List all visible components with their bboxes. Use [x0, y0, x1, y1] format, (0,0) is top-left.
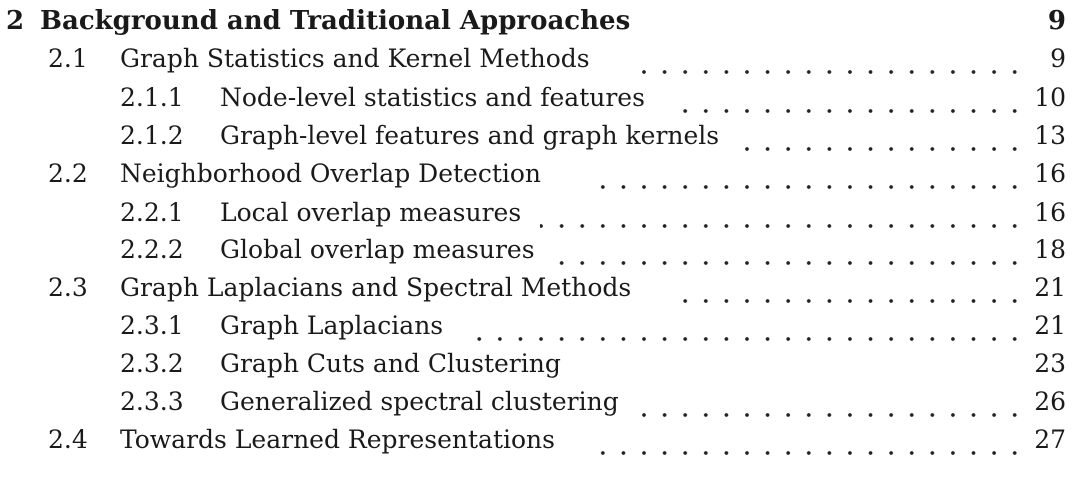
subsection-title[interactable]: Node-level statistics and features	[220, 79, 653, 117]
dot-leader	[585, 155, 1025, 193]
subsection-number: 2.3.1	[120, 311, 184, 340]
subsection-page-number: 10	[1034, 83, 1066, 112]
toc-entry-row[interactable]	[0, 421, 1080, 459]
toc-entry-row[interactable]	[0, 155, 1080, 193]
toc-entry-row[interactable]	[0, 231, 1080, 269]
section-page-number: 21	[1034, 273, 1066, 302]
toc-entry-row[interactable]	[0, 383, 1080, 421]
chapter-page-number: 9	[1047, 6, 1066, 36]
subsection-number: 2.2.1	[120, 198, 184, 227]
subsection-page-number: 23	[1034, 349, 1066, 378]
subsection-page-number: 16	[1034, 198, 1066, 227]
section-page-number: 27	[1034, 425, 1066, 454]
subsection-title[interactable]: Graph Cuts and Clustering	[220, 345, 569, 383]
subsection-number: 2.1.1	[120, 83, 184, 112]
subsection-page-number: 21	[1034, 311, 1066, 340]
toc-entry-row[interactable]	[0, 194, 1080, 232]
dot-leader	[630, 40, 1025, 78]
section-number: 2.1	[48, 44, 88, 73]
toc-entry-row[interactable]	[0, 345, 1080, 383]
section-number: 2.4	[48, 425, 88, 454]
subsection-title[interactable]: Graph Laplacians	[220, 307, 451, 345]
subsection-number: 2.3.2	[120, 349, 184, 378]
dot-leader	[670, 269, 1025, 307]
subsection-number: 2.2.2	[120, 235, 184, 264]
section-title[interactable]: Neighborhood Overlap Detection	[120, 155, 549, 193]
subsection-title[interactable]: Generalized spectral clustering	[220, 383, 627, 421]
dot-leader	[745, 117, 1025, 155]
subsection-title[interactable]: Local overlap measures	[220, 194, 529, 232]
section-page-number: 16	[1034, 159, 1066, 188]
dot-leader	[555, 231, 1025, 269]
subsection-number: 2.1.2	[120, 121, 184, 150]
dot-leader	[465, 307, 1025, 345]
section-title[interactable]: Graph Statistics and Kernel Methods	[120, 40, 598, 78]
toc-entry-row[interactable]	[0, 79, 1080, 117]
toc-chapter-row[interactable]	[0, 2, 1080, 40]
subsection-title[interactable]: Global overlap measures	[220, 231, 543, 269]
toc-entry-row[interactable]	[0, 117, 1080, 155]
dot-leader	[670, 79, 1025, 117]
dot-leader	[585, 421, 1025, 459]
toc-entry-row[interactable]	[0, 40, 1080, 78]
subsection-number: 2.3.3	[120, 387, 184, 416]
subsection-page-number: 13	[1034, 121, 1066, 150]
dot-leader	[540, 194, 1025, 232]
toc-entry-row[interactable]	[0, 307, 1080, 345]
section-page-number: 9	[1050, 44, 1066, 73]
section-title[interactable]: Towards Learned Representations	[120, 421, 563, 459]
section-number: 2.3	[48, 273, 88, 302]
subsection-title[interactable]: Graph-level features and graph kernels	[220, 117, 727, 155]
dot-leader	[640, 383, 1025, 421]
subsection-page-number: 26	[1034, 387, 1066, 416]
section-number: 2.2	[48, 159, 88, 188]
subsection-page-number: 18	[1034, 235, 1066, 264]
chapter-title[interactable]: Background and Traditional Approaches	[40, 2, 638, 40]
toc-entry-row[interactable]	[0, 269, 1080, 307]
chapter-number: 2	[6, 6, 25, 36]
section-title[interactable]: Graph Laplacians and Spectral Methods	[120, 269, 639, 307]
